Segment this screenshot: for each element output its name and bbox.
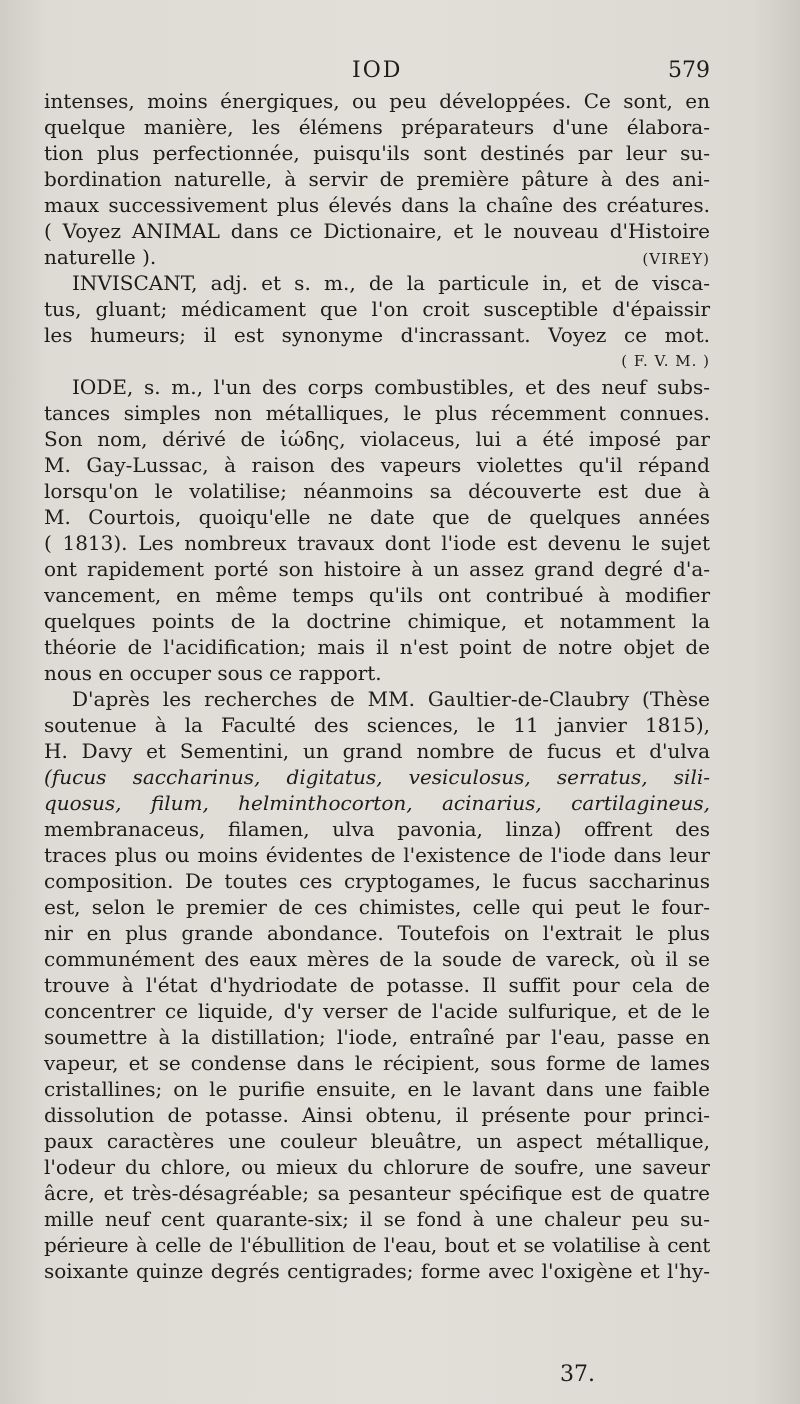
text-line: bordination naturelle, à servir de première pâture à des ani- (44, 167, 710, 191)
text-line: tion plus perfectionnée, puisqu'ils sont destinés par leur su- (44, 141, 710, 165)
text-line: l'odeur du chlore, ou mieux du chlorure de soufre, une saveur (44, 1155, 710, 1179)
text-line: D'après les recherches de MM. Gaultier-de-Claubry (Thèse (72, 687, 710, 711)
text-line: traces plus ou moins évidentes de l'existence de l'iode dans leur (44, 843, 710, 867)
text-line: membranaceus, filamen, ulva pavonia, linza) offrent des (44, 817, 710, 841)
printer-signature-mark: 37. (560, 1362, 595, 1387)
text-line: ( Voyez ANIMAL dans ce Dictionaire, et le nouveau d'Histoire (44, 219, 710, 243)
author-signature-virey: (VIREY) (642, 250, 710, 268)
text-line: paux caractères une couleur bleuâtre, un aspect métallique, (44, 1129, 710, 1153)
text-line: périeure à celle de l'ébullition de l'eau, bout et se volatilise à cent (44, 1233, 710, 1257)
text-line: H. Davy et Sementini, un grand nombre de fucus et d'ulva (44, 739, 710, 763)
text-line: vapeur, et se condense dans le récipient, sous forme de lames (44, 1051, 710, 1075)
text-line: composition. De toutes ces cryptogames, le fucus saccharinus (44, 869, 710, 893)
text-line: naturelle ). (44, 245, 157, 269)
text-line: soumettre à la distillation; l'iode, entraîné par l'eau, passe en (44, 1025, 710, 1049)
text-line: soixante quinze degrés centigrades; forme avec l'oxigène et l'hy- (44, 1259, 710, 1283)
text-line: M. Courtois, quoiqu'elle ne date que de quelques années (44, 505, 710, 529)
text-line: les humeurs; il est synonyme d'incrassant. Voyez ce mot. (44, 323, 710, 347)
text-line: mille neuf cent quarante-six; il se fond à une chaleur peu su- (44, 1207, 710, 1231)
text-line: maux successivement plus élevés dans la chaîne des créatures. (44, 193, 710, 217)
text-line: vancement, en même temps qu'ils ont contribué à modifier (44, 583, 710, 607)
text-line: communément des eaux mères de la soude de vareck, où il se (44, 947, 710, 971)
text-line: dissolution de potasse. Ainsi obtenu, il présente pour princi- (44, 1103, 710, 1127)
text-line: nir en plus grande abondance. Toutefois on l'extrait le plus (44, 921, 710, 945)
entry-iode-line: IODE, s. m., l'un des corps combustibles, et des neuf subs- (72, 375, 710, 399)
text-line: tus, gluant; médicament que l'on croit susceptible d'épaissir (44, 297, 710, 321)
text-line: âcre, et très-désagréable; sa pesanteur spécifique est de quatre (44, 1181, 710, 1205)
text-line: quosus, filum, helminthocorton, acinarius, cartilagineus, (44, 791, 710, 815)
text-line: Son nom, dérivé de ἰώδης, violaceus, lui a été imposé par (44, 427, 710, 451)
entry-inviscant-line: INVISCANT, adj. et s. m., de la particule in, et de visca- (72, 271, 710, 295)
text-line: trouve à l'état d'hydriodate de potasse. Il suffit pour cela de (44, 973, 710, 997)
page-title: IOD (352, 58, 403, 83)
text-line: quelque manière, les élémens préparateurs d'une élabora- (44, 115, 710, 139)
text-line: ( 1813). Les nombreux travaux dont l'iode est devenu le sujet (44, 531, 710, 555)
text-line: intenses, moins énergiques, ou peu développées. Ce sont, en (44, 89, 710, 113)
text-line: lorsqu'on le volatilise; néanmoins sa découverte est due à (44, 479, 710, 503)
text-line: ont rapidement porté son histoire à un assez grand degré d'a- (44, 557, 710, 581)
text-line: nous en occuper sous ce rapport. (44, 661, 382, 685)
text-line: théorie de l'acidification; mais il n'est point de notre objet de (44, 635, 710, 659)
page-number: 579 (668, 58, 710, 83)
text-line: concentrer ce liquide, d'y verser de l'acide sulfurique, et de le (44, 999, 710, 1023)
text-line: soutenue à la Faculté des sciences, le 11 janvier 1815), (44, 713, 710, 737)
running-header (0, 58, 800, 88)
text-line: M. Gay-Lussac, à raison des vapeurs violettes qu'il répand (44, 453, 710, 477)
text-line: cristallines; on le purifie ensuite, en le lavant dans une faible (44, 1077, 710, 1101)
text-line: tances simples non métalliques, le plus récemment connues. (44, 401, 710, 425)
text-line: (fucus saccharinus, digitatus, vesiculosus, serratus, sili- (44, 765, 710, 789)
author-signature-fvm: ( F. V. M. ) (621, 352, 710, 370)
text-line: quelques points de la doctrine chimique, et notamment la (44, 609, 710, 633)
text-line: est, selon le premier de ces chimistes, celle qui peut le four- (44, 895, 710, 919)
